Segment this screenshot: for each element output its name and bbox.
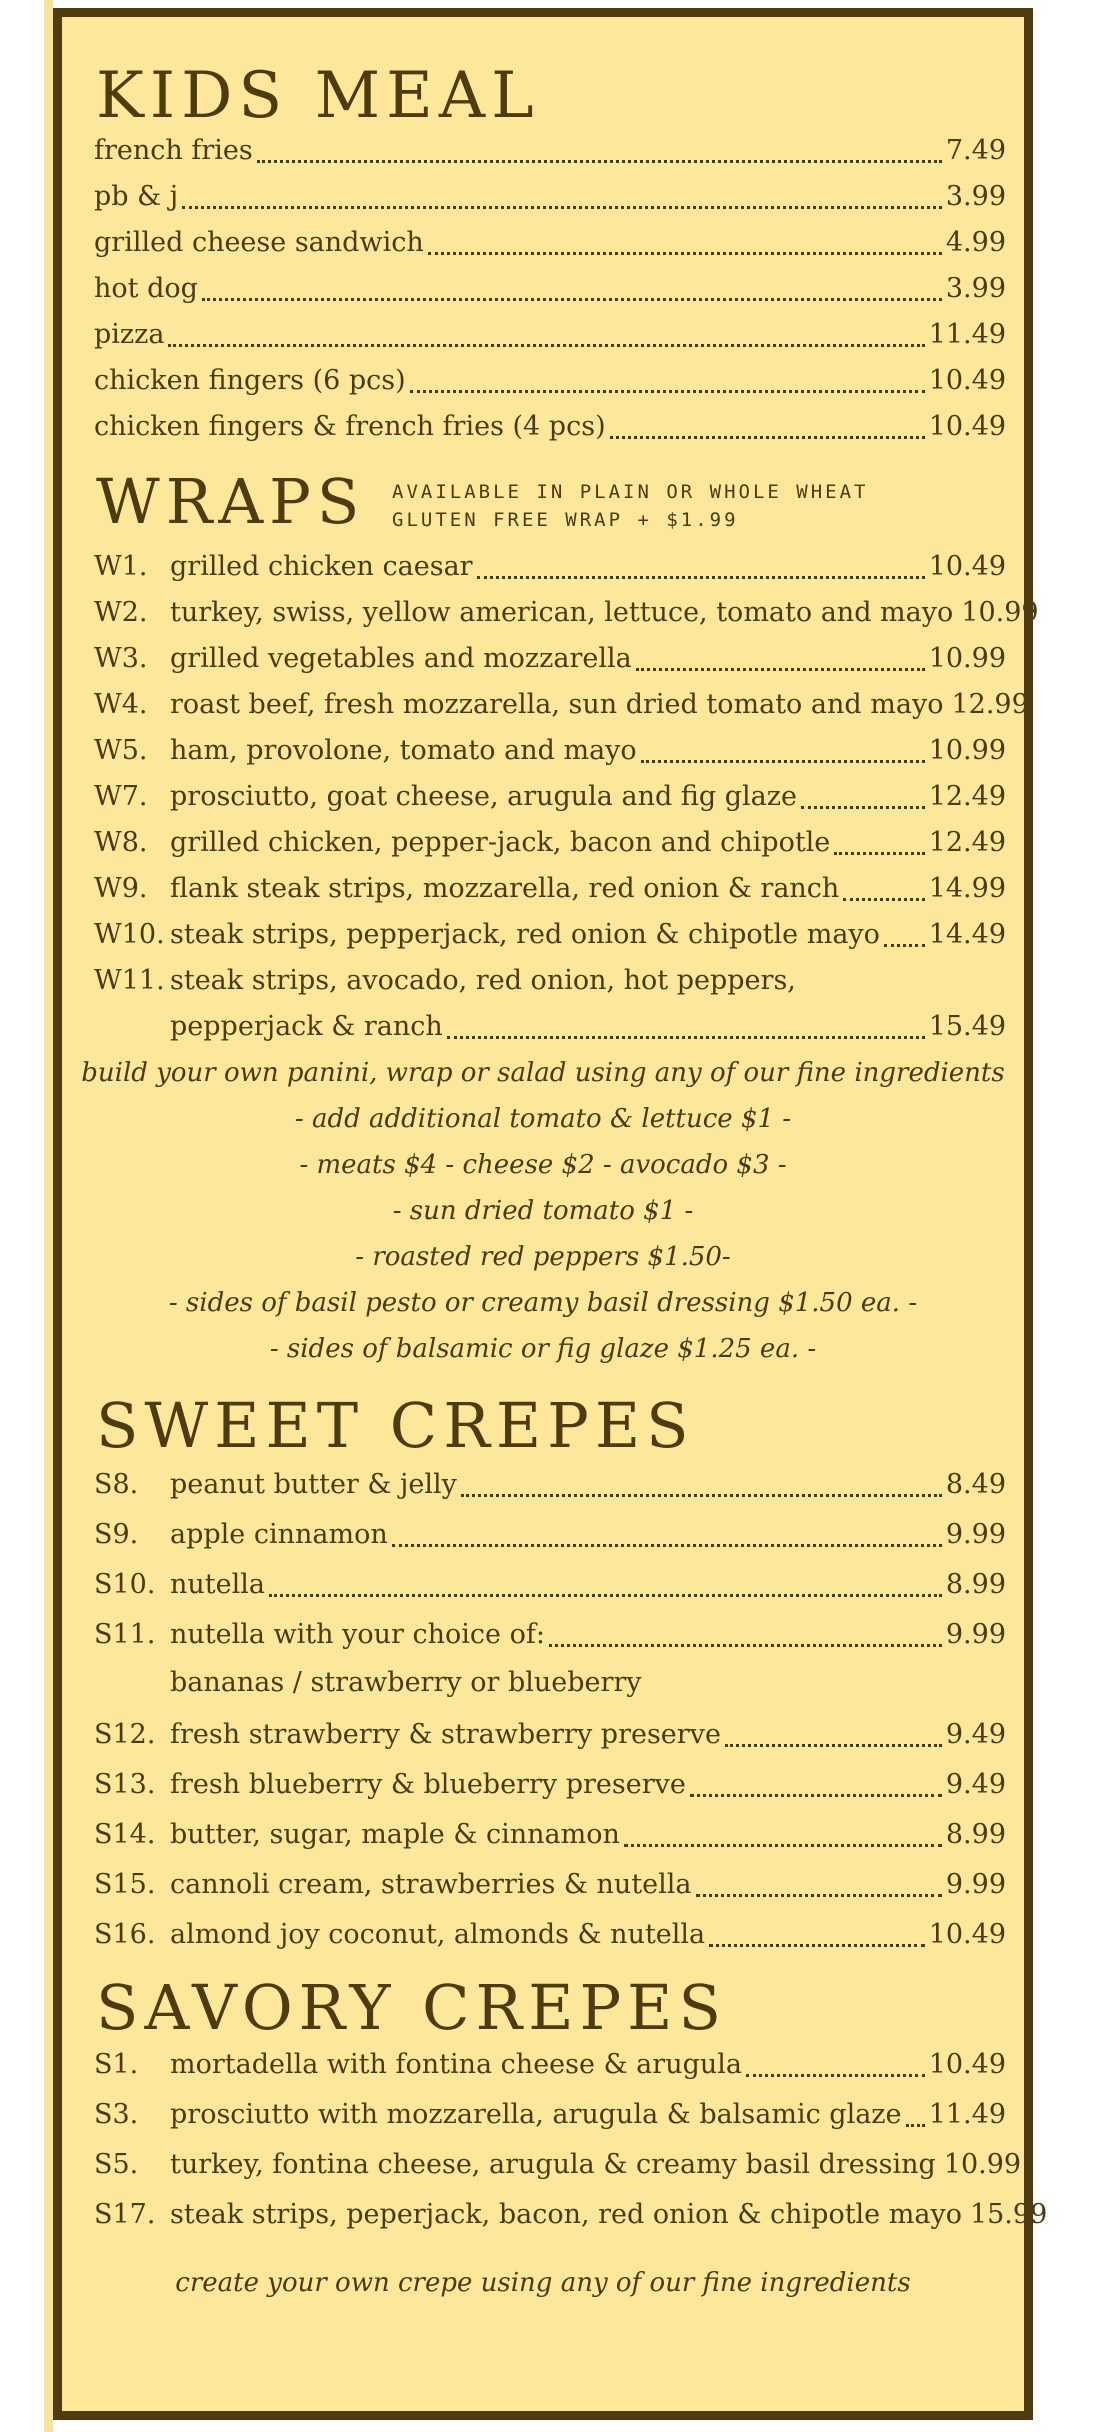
sweet-crepes-heading: SWEET CREPES <box>96 1389 695 1462</box>
item-code: S17. <box>94 2199 156 2230</box>
menu-item <box>94 2143 1022 2187</box>
item-code: S12. <box>94 1719 156 1750</box>
item-code: S14. <box>94 1819 156 1850</box>
dot-leader <box>428 252 942 255</box>
note-line: - add additional tomato & lettuce $1 - <box>294 1104 792 1134</box>
item-name: peanut butter & jelly <box>170 1469 457 1500</box>
item-price: 8.99 <box>945 1819 1006 1850</box>
item-price: 10.49 <box>928 365 1006 396</box>
menu-item <box>94 1463 1006 1507</box>
dot-leader <box>709 1944 925 1947</box>
item-code: S5. <box>94 2149 139 2180</box>
item-name: grilled chicken, pepper-jack, bacon and chipotle <box>170 827 831 858</box>
dot-leader <box>834 852 924 855</box>
menu-item <box>94 359 1006 403</box>
item-name: grilled cheese sandwich <box>94 227 424 258</box>
menu-item <box>94 129 1006 173</box>
menu-item <box>94 221 1006 265</box>
dot-leader <box>202 298 942 301</box>
item-name: nutella with your choice of: <box>170 1619 545 1650</box>
menu-item <box>94 1813 1006 1857</box>
item-code: W4. <box>94 689 148 720</box>
item-price: 4.99 <box>945 227 1006 258</box>
dot-leader <box>725 1744 942 1747</box>
item-price: 11.49 <box>928 2099 1006 2130</box>
menu-item <box>94 775 1006 819</box>
item-price: 15.99 <box>969 2199 1048 2230</box>
dot-leader <box>168 344 924 347</box>
dot-leader <box>624 1844 942 1847</box>
item-code: W3. <box>94 643 148 674</box>
item-name: almond joy coconut, almonds & nutella <box>170 1919 706 1950</box>
item-continued: bananas / strawberry or blueberry <box>170 1667 642 1698</box>
menu-item <box>94 591 1039 635</box>
item-code: W8. <box>94 827 148 858</box>
item-name: fresh strawberry & strawberry preserve <box>170 1719 721 1750</box>
menu-item <box>94 1763 1006 1807</box>
menu-item-continued <box>170 1005 1006 1049</box>
item-name: roast beef, fresh mozzarella, sun dried tomato and mayo <box>170 689 944 720</box>
menu-item <box>94 1563 1006 1607</box>
item-price: 11.49 <box>928 319 1006 350</box>
item-price: 10.99 <box>928 735 1006 766</box>
item-price: 9.99 <box>945 1619 1006 1650</box>
left-edge-stripe <box>44 0 53 2432</box>
dot-leader <box>906 2124 925 2127</box>
item-price: 12.99 <box>951 689 1029 720</box>
note-line: - roasted red peppers $1.50- <box>355 1242 731 1272</box>
item-name: grilled vegetables and mozzarella <box>170 643 632 674</box>
wraps-heading: WRAPS <box>96 465 366 538</box>
item-name: steak strips, avocado, red onion, hot peppers, <box>170 965 796 996</box>
menu-item <box>94 959 1006 1003</box>
dot-leader <box>843 898 924 901</box>
item-price: 12.49 <box>928 827 1006 858</box>
item-code: S8. <box>94 1469 139 1500</box>
dot-leader <box>696 1894 942 1897</box>
item-price: 7.49 <box>945 135 1006 166</box>
item-name: steak strips, peperjack, bacon, red onion & chipotle mayo <box>170 2199 962 2230</box>
dot-leader <box>182 206 942 209</box>
item-code: W7. <box>94 781 148 812</box>
item-name: pb & j <box>94 181 179 212</box>
wraps-subtitle-2: GLUTEN FREE WRAP + $1.99 <box>392 509 739 531</box>
item-price: 3.99 <box>945 273 1006 304</box>
item-price: 8.99 <box>945 1569 1006 1600</box>
item-code: S15. <box>94 1869 156 1900</box>
note-line: - sun dried tomato $1 - <box>392 1196 694 1226</box>
item-name: steak strips, pepperjack, red onion & chipotle mayo <box>170 919 880 950</box>
item-name: turkey, swiss, yellow american, lettuce, tomato and mayo <box>170 597 954 628</box>
dot-leader <box>461 1494 942 1497</box>
item-code: W1. <box>94 551 148 582</box>
item-code: W9. <box>94 873 148 904</box>
menu-item <box>94 1913 1006 1957</box>
menu-item <box>94 1713 1006 1757</box>
menu-item <box>94 683 1029 727</box>
item-name: chicken fingers (6 pcs) <box>94 365 406 396</box>
item-code: W2. <box>94 597 148 628</box>
item-name: grilled chicken caesar <box>170 551 473 582</box>
item-name: pizza <box>94 319 165 350</box>
dot-leader <box>641 760 925 763</box>
menu-item <box>94 1613 1006 1657</box>
menu-item <box>94 2093 1006 2137</box>
dot-leader <box>801 806 925 809</box>
dot-leader <box>549 1644 942 1647</box>
item-name: butter, sugar, maple & cinnamon <box>170 1819 620 1850</box>
menu-item <box>94 313 1006 357</box>
menu-item <box>94 2043 1006 2087</box>
menu-item <box>94 175 1006 219</box>
item-price: 9.99 <box>945 1519 1006 1550</box>
item-price: 14.49 <box>928 919 1006 950</box>
item-code: S16. <box>94 1919 156 1950</box>
kids-meal-heading: KIDS MEAL <box>96 59 540 133</box>
dot-leader <box>410 390 925 393</box>
item-name: turkey, fontina cheese, arugula & creamy basil dressing <box>170 2149 936 2180</box>
menu-item <box>94 867 1006 911</box>
dot-leader <box>392 1544 942 1547</box>
dot-leader <box>636 668 925 671</box>
menu-item <box>94 729 1006 773</box>
menu-item <box>94 1863 1006 1907</box>
dot-leader <box>257 160 942 163</box>
item-name: mortadella with fontina cheese & arugula <box>170 2049 742 2080</box>
menu-item <box>94 545 1006 589</box>
item-price: 10.49 <box>928 411 1006 442</box>
item-code: S11. <box>94 1619 156 1650</box>
item-code: S3. <box>94 2099 139 2130</box>
item-code: W11. <box>94 965 165 996</box>
menu-item <box>94 2193 1048 2237</box>
menu-sheet <box>53 8 1048 2420</box>
item-price: 15.49 <box>928 1011 1006 1042</box>
item-name: nutella <box>170 1569 265 1600</box>
item-name: flank steak strips, mozzarella, red onion & ranch <box>170 873 840 904</box>
menu-item <box>94 405 1006 449</box>
menu-item <box>94 637 1006 681</box>
wraps-subtitle-1: AVAILABLE IN PLAIN OR WHOLE WHEAT <box>392 481 869 503</box>
item-code: W10. <box>94 919 165 950</box>
item-name: chicken fingers & french fries (4 pcs) <box>94 411 606 442</box>
dot-leader <box>884 944 925 947</box>
note-line: - meats $4 - cheese $2 - avocado $3 - <box>299 1150 787 1180</box>
dot-leader <box>746 2074 925 2077</box>
item-code: S10. <box>94 1569 156 1600</box>
item-price: 14.99 <box>928 873 1006 904</box>
item-price: 10.99 <box>943 2149 1022 2180</box>
item-name: cannoli cream, strawberries & nutella <box>170 1869 692 1900</box>
item-name: fresh blueberry & blueberry preserve <box>170 1769 686 1800</box>
dot-leader <box>690 1794 942 1797</box>
item-name: hot dog <box>94 273 198 304</box>
menu-item <box>94 913 1006 957</box>
dot-leader <box>447 1036 925 1039</box>
item-price: 10.49 <box>928 2049 1006 2080</box>
item-name: ham, provolone, tomato and mayo <box>170 735 637 766</box>
item-code: S9. <box>94 1519 139 1550</box>
item-code: S13. <box>94 1769 156 1800</box>
dot-leader <box>477 576 925 579</box>
crepe-note: create your own crepe using any of our fine ingredients <box>175 2268 911 2298</box>
item-price: 10.49 <box>928 1919 1006 1950</box>
item-price: 9.99 <box>945 1869 1006 1900</box>
item-price: 10.99 <box>928 643 1006 674</box>
item-price: 9.49 <box>945 1719 1006 1750</box>
menu-item <box>94 821 1006 865</box>
note-line: - sides of balsamic or fig glaze $1.25 ea. - <box>269 1334 817 1364</box>
dot-leader <box>610 436 925 439</box>
item-name: prosciutto with mozzarella, arugula & balsamic glaze <box>170 2099 902 2130</box>
item-code: W5. <box>94 735 148 766</box>
menu-item <box>94 267 1006 311</box>
menu-item <box>94 1513 1006 1557</box>
item-name: apple cinnamon <box>170 1519 388 1550</box>
item-name: pepperjack & ranch <box>170 1011 443 1042</box>
item-price: 9.49 <box>945 1769 1006 1800</box>
item-price: 8.49 <box>945 1469 1006 1500</box>
item-name: prosciutto, goat cheese, arugula and fig glaze <box>170 781 797 812</box>
note-line: build your own panini, wrap or salad using any of our fine ingredients <box>81 1058 1005 1088</box>
savory-crepes-heading: SAVORY CREPES <box>96 1971 727 2044</box>
item-price: 3.99 <box>945 181 1006 212</box>
item-name: french fries <box>94 135 253 166</box>
note-line: - sides of basil pesto or creamy basil dressing $1.50 ea. - <box>168 1288 918 1318</box>
item-price: 10.99 <box>961 597 1039 628</box>
item-code: S1. <box>94 2049 139 2080</box>
dot-leader <box>269 1594 942 1597</box>
item-price: 10.49 <box>928 551 1006 582</box>
item-price: 12.49 <box>928 781 1006 812</box>
